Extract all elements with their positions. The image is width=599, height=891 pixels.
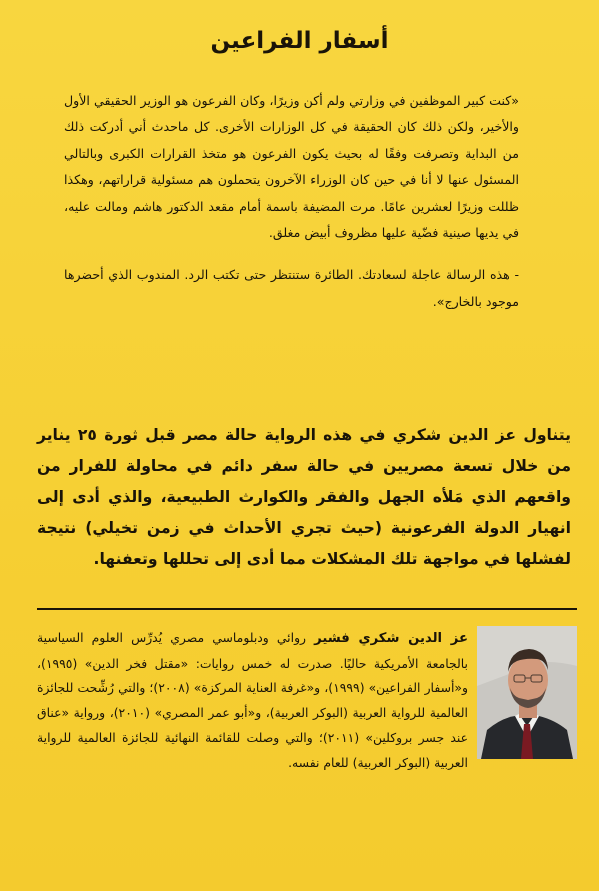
section-divider [37, 608, 577, 610]
excerpt-paragraph-1: «كنت كبير الموظفين في وزارتي ولم أكن وزيرًا، وكان الفرعون هو الوزير الحقيقي الأول والأخير، ولكن ذلك كان الحقيقة في كل الوزارات الأخرى. كل ماحدث أني أدركت ذلك من البداية وتصرفت وفقًا له بحيث يكون الفرعون هو متخذ القرارات الكبرى وبالتالي المسئول عنها لا أنا في حين كان الوزراء الآخرون يتحملون هم مسئولية قراراتهم، وهكذا ظللت وزيرًا لعشرين عامًا. مرت المضيفة باسمة أمام مقعد الدكتور هاشم ومالت عليه، في يديها صينية فضّية عليها مظروف أبيض مغلق. [64, 93, 519, 241]
author-photo [477, 626, 577, 759]
excerpt-paragraph-2: - هذه الرسالة عاجلة لسعادتك. الطائرة ستنتظر حتى تكتب الرد. المندوب الذي أحضرها موجود بالخارج». [64, 267, 519, 309]
book-title: أسفار الفراعين [210, 28, 389, 54]
author-portrait-image [477, 626, 577, 759]
author-name: عز الدين شكري فشير [314, 631, 468, 646]
novel-summary: يتناول عز الدين شكري في هذه الرواية حالة مصر قبل ثورة ٢٥ يناير من خلال تسعة مصريين في حالة سفر دائم في محاولة للفرار من واقعهم الذي مَلأه الجهل والفقر والكوارث الطبيعية، والذي أدى إلى انهيار الدولة الفرعونية (حيث تجري الأحداث في زمن تخيلي) نتيجة لفشلها في مواجهة تلك المشكلات مما أدى إلى تحللها وتعفنها. [37, 426, 571, 568]
author-bio-text: روائي ودبلوماسي مصري يُدرِّس العلوم السياسية بالجامعة الأمريكية حاليًا. صدرت له خمس روايات: «مقتل فخر الدين» (١٩٩٥)، و«أسفار الفراعين» (١٩٩٩)، و«غرفة العناية المركزة» (٢٠٠٨)؛ والتي رُشِّحت للجائزة العالمية للرواية العربية (البوكر العربية)، و«أبو عمر المصري» (٢٠١٠)، ورواية «عناق عند جسر بروكلين» (٢٠١١)؛ والتي وصلت للقائمة النهائية للجائزة العالمية للرواية العربية (البوكر العربية) للعام نفسه. [37, 630, 468, 770]
novel-excerpt [64, 88, 519, 315]
